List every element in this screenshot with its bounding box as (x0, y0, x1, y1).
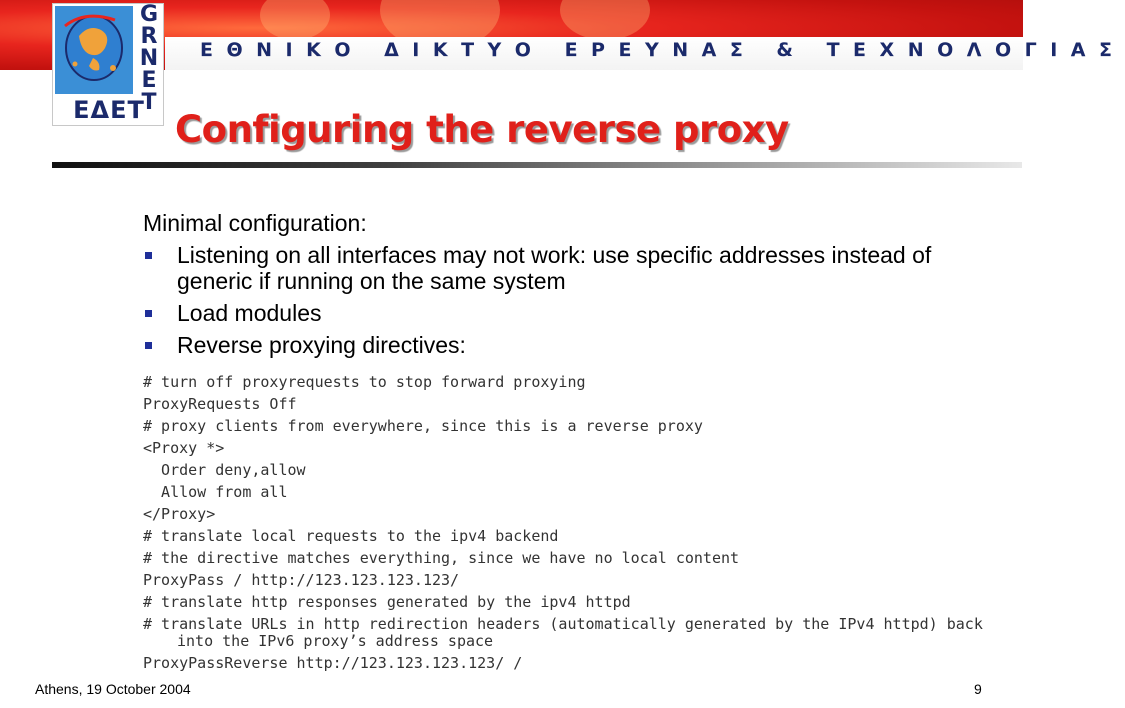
bullet-item (143, 242, 1003, 294)
code-line: # translate URLs in http redirection headers (automatically generated by the IPv4 httpd) back into the IPv6 proxy’s address space (143, 615, 992, 650)
bullet-list (143, 242, 1003, 358)
code-line: # turn off proxyrequests to stop forward proxying (143, 373, 586, 391)
title-divider (52, 162, 1022, 168)
bullet-item (143, 332, 1003, 358)
banner-glow (260, 0, 330, 40)
code-line: ProxyPassReverse http://123.123.123.123/ / (143, 654, 523, 672)
logo-letter: G (139, 2, 159, 27)
bullet-text: Load modules (177, 300, 322, 326)
config-code-block (143, 374, 1013, 677)
bullet-square-icon (145, 310, 152, 317)
code-line: # proxy clients from everywhere, since this is a reverse proxy (143, 417, 703, 435)
code-line: # translate local requests to the ipv4 backend (143, 527, 559, 545)
bullet-text: Listening on all interfaces may not work: use specific addresses instead of generic if running on the same system (177, 242, 932, 294)
code-line: ProxyRequests Off (143, 395, 297, 413)
bullet-text: Reverse proxying directives: (177, 332, 466, 358)
page-title: Configuring the reverse proxy (175, 108, 789, 151)
banner-title: ΕΘΝΙΚΟ ΔΙΚΤΥΟ ΕΡΕΥΝΑΣ & ΤΕΧΝΟΛΟΓΙΑΣ (200, 39, 1125, 61)
code-line: <Proxy *> (143, 439, 225, 457)
code-line: # translate http responses generated by the ipv4 httpd (143, 593, 631, 611)
slide-content (143, 208, 1003, 364)
bullet-square-icon (145, 342, 152, 349)
footer-date: Athens, 19 October 2004 (35, 681, 191, 697)
bullet-item (143, 300, 1003, 326)
logo-letter: R (140, 24, 158, 49)
banner-glow (560, 0, 650, 40)
code-line: </Proxy> (143, 505, 216, 523)
logo-letter: E (141, 68, 157, 93)
page-number: 9 (974, 681, 982, 697)
bullet-square-icon (145, 252, 152, 259)
code-line: Allow from all (143, 483, 288, 501)
code-line: # the directive matches everything, since we have no local content (143, 549, 740, 567)
code-line: Order deny,allow (143, 461, 306, 479)
logo-letter: N (139, 46, 159, 71)
code-line: ProxyPass / http://123.123.123.123/ (143, 571, 460, 589)
grnet-logo (52, 3, 164, 126)
globe-icon (55, 6, 133, 94)
intro-text: Minimal configuration: (143, 210, 367, 236)
logo-letter: T (141, 90, 157, 115)
edet-text: ΕΔΕΤ (73, 96, 145, 124)
